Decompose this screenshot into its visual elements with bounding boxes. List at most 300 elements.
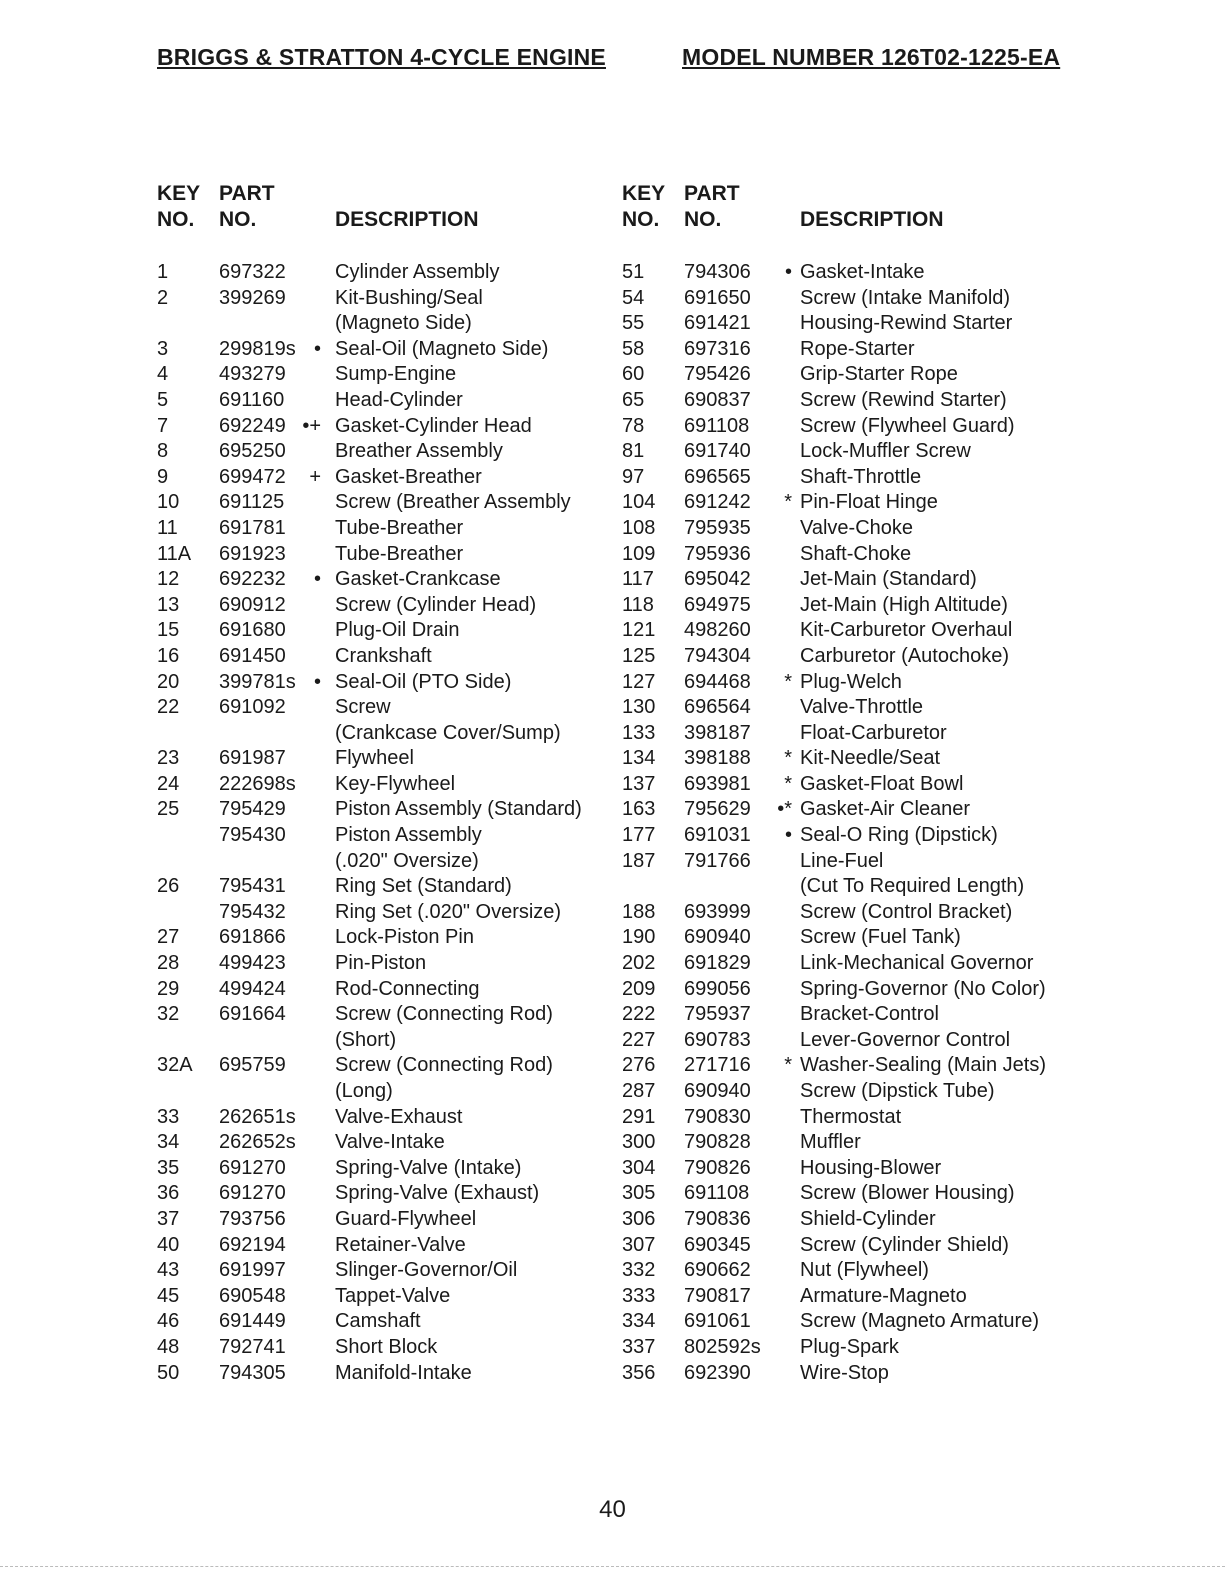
key-number: 20: [157, 670, 180, 693]
part-number: 695250: [219, 440, 286, 463]
part-number: 222698s: [219, 772, 296, 795]
key-number: 287: [622, 1080, 656, 1102]
table-row: [157, 1079, 607, 1105]
table-row: [622, 542, 1062, 568]
part-number: 499424: [219, 977, 286, 1000]
key-number: 356: [622, 1361, 656, 1384]
table-row: [622, 567, 1062, 593]
part-description: (Short): [335, 1028, 397, 1051]
part-description: Housing-Blower: [800, 1156, 942, 1179]
part-description: Wire-Stop: [800, 1361, 889, 1384]
part-description: Retainer-Valve: [335, 1233, 466, 1256]
table-row: [622, 311, 1062, 337]
part-number: 699056: [684, 977, 751, 1000]
table-row: [622, 721, 1062, 747]
key-header-line2: NO.: [157, 208, 195, 231]
table-row: [622, 797, 1062, 823]
footnote-mark: •: [784, 261, 792, 283]
key-number: 306: [622, 1207, 656, 1230]
key-header-line1: KEY: [157, 182, 201, 205]
table-row: [157, 439, 607, 465]
part-number: 790817: [684, 1284, 751, 1307]
part-number: 691092: [219, 696, 286, 719]
key-number: 137: [622, 772, 656, 795]
key-number: 209: [622, 977, 656, 1000]
part-number: 691997: [219, 1259, 286, 1282]
part-number: 690662: [684, 1259, 751, 1282]
part-number: 690940: [684, 926, 751, 949]
part-number: 697316: [684, 337, 751, 360]
part-description: Muffler: [800, 1131, 861, 1154]
part-number: 694975: [684, 593, 751, 616]
part-number: 694468: [684, 670, 751, 693]
key-number: 28: [157, 952, 180, 975]
key-number: 24: [157, 772, 180, 795]
part-number: 795430: [219, 824, 286, 847]
part-description: Line-Fuel: [800, 849, 884, 872]
part-number: 795431: [219, 875, 286, 898]
key-number: 26: [157, 875, 180, 898]
key-number: 9: [157, 465, 169, 488]
footnote-mark: *: [784, 1054, 792, 1077]
key-number: 4: [157, 363, 169, 386]
part-header-line1: PART: [219, 182, 275, 205]
table-row: [157, 1053, 607, 1079]
part-description: Seal-Oil (Magneto Side): [335, 337, 549, 360]
table-row: [157, 1002, 607, 1028]
part-description: Manifold-Intake: [335, 1361, 472, 1384]
table-row: [157, 516, 607, 542]
part-number: 795432: [219, 900, 286, 923]
part-number: 691270: [219, 1156, 286, 1179]
key-number: 43: [157, 1259, 180, 1282]
part-description: Cylinder Assembly: [335, 261, 500, 283]
column-headers-left: [157, 182, 607, 260]
table-row: [622, 388, 1062, 414]
part-description: Guard-Flywheel: [335, 1207, 477, 1230]
part-description: Valve-Exhaust: [335, 1105, 463, 1128]
part-number: 691740: [684, 440, 751, 463]
part-number: 696564: [684, 696, 751, 719]
part-number: 794306: [684, 261, 751, 283]
footnote-mark: •: [784, 824, 792, 847]
table-row: [622, 874, 1062, 900]
key-number: 51: [622, 261, 645, 283]
table-row: [622, 849, 1062, 875]
key-number: 81: [622, 440, 645, 463]
part-description: Sump-Engine: [335, 363, 457, 386]
key-number: 97: [622, 465, 645, 488]
key-number: 1: [157, 261, 169, 283]
part-number: 690783: [684, 1028, 751, 1051]
key-number: 11: [157, 516, 178, 539]
part-description: Plug-Oil Drain: [335, 619, 460, 642]
parts-table-left: [157, 182, 607, 1386]
part-number: 262651s: [219, 1105, 296, 1128]
key-number: 3: [157, 337, 169, 360]
part-description: Screw (Cylinder Head): [335, 593, 537, 616]
part-description: Plug-Spark: [800, 1335, 899, 1358]
key-number: 337: [622, 1335, 656, 1358]
part-description: Gasket-Crankcase: [335, 568, 501, 591]
table-row: [157, 900, 607, 926]
key-number: 305: [622, 1182, 656, 1205]
key-number: 45: [157, 1284, 180, 1307]
key-number: 36: [157, 1182, 180, 1205]
part-number: 692194: [219, 1233, 286, 1256]
page-number: 40: [599, 1496, 626, 1523]
table-row: [622, 746, 1062, 772]
table-row: [157, 1156, 607, 1182]
part-number: 699472: [219, 465, 286, 488]
part-description: Screw (Dipstick Tube): [800, 1080, 995, 1102]
header-model-number: MODEL NUMBER 126T02-1225-EA: [682, 44, 1061, 70]
part-number: 690837: [684, 388, 751, 411]
table-row: [157, 1181, 607, 1207]
table-row: [157, 1233, 607, 1259]
part-description: Bracket-Control: [800, 1003, 939, 1026]
part-description: Shield-Cylinder: [800, 1207, 936, 1230]
table-row: [622, 1105, 1062, 1131]
part-description: Screw (Cylinder Shield): [800, 1233, 1009, 1256]
table-row: [622, 1130, 1062, 1156]
key-number: 222: [622, 1003, 656, 1026]
part-description: Link-Mechanical Governor: [800, 952, 1034, 975]
table-row: [157, 593, 607, 619]
part-description: Tube-Breather: [335, 542, 464, 565]
part-number: 691664: [219, 1003, 286, 1026]
part-description: Gasket-Air Cleaner: [800, 798, 971, 821]
key-number: 25: [157, 798, 180, 821]
key-number: 15: [157, 619, 180, 642]
key-number: 127: [622, 670, 656, 693]
part-number: 691108: [684, 1182, 750, 1205]
table-row: [157, 465, 607, 491]
key-number: 55: [622, 312, 645, 335]
key-number: 304: [622, 1156, 656, 1179]
table-row: [622, 1335, 1062, 1361]
key-number: 7: [157, 414, 169, 437]
key-number: 227: [622, 1028, 656, 1051]
table-row: [622, 1361, 1062, 1387]
footnote-mark: •: [313, 568, 321, 591]
table-row: [622, 260, 1062, 286]
key-number: 12: [157, 568, 180, 591]
key-number: 29: [157, 977, 180, 1000]
key-number: 40: [157, 1233, 180, 1256]
key-number: 307: [622, 1233, 656, 1256]
part-description: Breather Assembly: [335, 440, 503, 463]
part-description: Lock-Piston Pin: [335, 926, 474, 949]
part-description: Spring-Governor (No Color): [800, 977, 1046, 1000]
part-number: 691421: [684, 312, 751, 335]
part-description: Screw (Magneto Armature): [800, 1310, 1039, 1333]
part-description: Seal-O Ring (Dipstick): [800, 824, 998, 847]
key-number: 33: [157, 1105, 180, 1128]
key-number: 54: [622, 286, 645, 309]
key-number: 332: [622, 1259, 656, 1282]
part-description: Gasket-Breather: [335, 465, 482, 488]
part-description: Screw (Control Bracket): [800, 900, 1013, 923]
part-number: 691031: [684, 824, 751, 847]
part-number: 398187: [684, 721, 751, 744]
key-number: 125: [622, 644, 656, 667]
table-row: [157, 1105, 607, 1131]
part-number: 795426: [684, 363, 751, 386]
key-number: 109: [622, 542, 656, 565]
part-header-line2: NO.: [219, 208, 257, 231]
part-number: 691987: [219, 747, 286, 770]
key-number: 23: [157, 747, 180, 770]
footnote-mark: •: [313, 337, 321, 360]
key-number: 32: [157, 1003, 180, 1026]
part-number: 795429: [219, 798, 286, 821]
part-description: Float-Carburetor: [800, 721, 947, 744]
table-row: [622, 414, 1062, 440]
part-number: 697322: [219, 261, 286, 283]
key-number: 300: [622, 1131, 656, 1154]
table-row: [157, 874, 607, 900]
part-number: 693999: [684, 900, 751, 923]
table-row: [157, 644, 607, 670]
part-number: 399781s: [219, 670, 296, 693]
part-number: 802592s: [684, 1335, 761, 1358]
key-number: 134: [622, 747, 656, 770]
part-description: Screw (Connecting Rod): [335, 1054, 553, 1077]
table-row: [622, 772, 1062, 798]
footnote-mark: *: [784, 670, 792, 693]
key-number: 291: [622, 1105, 656, 1128]
part-description: Screw (Connecting Rod): [335, 1003, 553, 1026]
key-number: 276: [622, 1054, 656, 1077]
table-row: [622, 823, 1062, 849]
part-number: 691680: [219, 619, 286, 642]
footnote-mark: *: [784, 491, 792, 514]
table-row: [157, 337, 607, 363]
part-description: Piston Assembly (Standard): [335, 798, 582, 821]
part-number: 793756: [219, 1207, 286, 1230]
part-number: 693981: [684, 772, 751, 795]
key-number: 188: [622, 900, 656, 923]
key-number: 2: [157, 286, 169, 309]
part-number: 399269: [219, 286, 286, 309]
table-row: [157, 1130, 607, 1156]
part-description: Screw (Rewind Starter): [800, 388, 1007, 411]
part-description: (Long): [335, 1080, 393, 1102]
key-number: 65: [622, 388, 645, 411]
key-number: 8: [157, 440, 169, 463]
table-row: [622, 1156, 1062, 1182]
part-description: Screw (Breather Assembly: [335, 491, 571, 514]
table-row: [622, 1079, 1062, 1105]
table-row: [622, 1233, 1062, 1259]
key-number: 118: [622, 593, 654, 616]
table-row: [157, 388, 607, 414]
part-description: Key-Flywheel: [335, 772, 456, 795]
part-description: Spring-Valve (Intake): [335, 1156, 522, 1179]
key-number: 60: [622, 363, 645, 386]
part-description: Valve-Choke: [800, 516, 914, 539]
part-description: (.020" Oversize): [335, 849, 479, 872]
description-header: DESCRIPTION: [800, 208, 944, 231]
table-row: [157, 618, 607, 644]
part-number: 691781: [219, 516, 286, 539]
table-row: [157, 311, 607, 337]
part-description: Screw (Blower Housing): [800, 1182, 1015, 1205]
part-description: Short Block: [335, 1335, 438, 1358]
part-number: 791766: [684, 849, 751, 872]
key-number: 130: [622, 696, 656, 719]
part-number: 690548: [219, 1284, 286, 1307]
part-description: Flywheel: [335, 747, 414, 770]
part-number: 792741: [219, 1335, 286, 1358]
part-description: Shaft-Throttle: [800, 465, 922, 488]
part-number: 691449: [219, 1310, 286, 1333]
part-description: Screw (Fuel Tank): [800, 926, 961, 949]
part-number: 493279: [219, 363, 286, 386]
table-row: [622, 1181, 1062, 1207]
part-description: Jet-Main (Standard): [800, 568, 977, 591]
part-description: Armature-Magneto: [800, 1284, 967, 1307]
part-description: Ring Set (.020" Oversize): [335, 900, 562, 923]
part-description: Carburetor (Autochoke): [800, 644, 1009, 667]
footnote-mark: •+: [302, 414, 321, 437]
part-number: 790836: [684, 1207, 751, 1230]
part-number: 696565: [684, 465, 751, 488]
key-number: 78: [622, 414, 645, 437]
part-description: Screw (Flywheel Guard): [800, 414, 1015, 437]
table-row: [157, 670, 607, 696]
table-row: [157, 721, 607, 747]
table-row: [622, 977, 1062, 1003]
part-description: Pin-Piston: [335, 952, 427, 975]
part-number: 790826: [684, 1156, 751, 1179]
key-number: 13: [157, 593, 180, 616]
table-row: [157, 1258, 607, 1284]
part-description: Piston Assembly: [335, 824, 482, 847]
part-number: 692249: [219, 414, 286, 437]
part-number: 691061: [684, 1310, 751, 1333]
table-row: [622, 286, 1062, 312]
key-number: 121: [622, 619, 656, 642]
part-number: 795935: [684, 516, 751, 539]
part-number: 795629: [684, 798, 751, 821]
key-number: 46: [157, 1310, 180, 1333]
part-description: Lock-Muffler Screw: [800, 440, 971, 463]
table-row: [622, 516, 1062, 542]
footnote-mark: *: [784, 772, 792, 795]
footnote-mark: •*: [777, 798, 792, 821]
table-row: [157, 1335, 607, 1361]
part-description: (Cut To Required Length): [800, 875, 1025, 898]
key-number: 163: [622, 798, 656, 821]
table-row: [157, 849, 607, 875]
description-header: DESCRIPTION: [335, 208, 479, 231]
part-description: (Magneto Side): [335, 312, 472, 335]
table-row: [157, 772, 607, 798]
part-description: Washer-Sealing (Main Jets): [800, 1054, 1047, 1077]
part-number: 271716: [684, 1054, 751, 1077]
part-description: Pin-Float Hinge: [800, 491, 938, 514]
key-number: 5: [157, 388, 169, 411]
part-number: 691242: [684, 491, 751, 514]
part-number: 795937: [684, 1003, 751, 1026]
table-row: [157, 362, 607, 388]
table-row: [157, 1361, 607, 1387]
table-row: [622, 490, 1062, 516]
table-row: [157, 797, 607, 823]
key-header-line2: NO.: [622, 208, 660, 231]
part-number: 790828: [684, 1131, 751, 1154]
part-description: Head-Cylinder: [335, 388, 463, 411]
part-description: Spring-Valve (Exhaust): [335, 1182, 540, 1205]
part-number: 691650: [684, 286, 751, 309]
key-number: 177: [622, 824, 656, 847]
part-description: Housing-Rewind Starter: [800, 312, 1013, 335]
key-number: 133: [622, 721, 656, 744]
table-row: [622, 362, 1062, 388]
key-number: 16: [157, 644, 180, 667]
part-description: Jet-Main (High Altitude): [800, 593, 1008, 616]
key-header-line1: KEY: [622, 182, 666, 205]
part-description: Crankshaft: [335, 644, 432, 667]
table-row: [157, 260, 607, 286]
part-number: 691270: [219, 1182, 286, 1205]
table-row: [622, 593, 1062, 619]
table-row: [622, 1053, 1062, 1079]
key-number: 37: [157, 1207, 180, 1230]
part-number: 695042: [684, 568, 751, 591]
table-row: [157, 977, 607, 1003]
part-number: 398188: [684, 747, 751, 770]
rows-right: [622, 260, 1062, 1386]
table-row: [157, 542, 607, 568]
parts-table-right: [622, 182, 1062, 1386]
key-number: 10: [157, 491, 180, 514]
part-number: 690345: [684, 1233, 751, 1256]
part-description: Valve-Intake: [335, 1131, 445, 1154]
key-number: 27: [157, 926, 180, 949]
part-description: Gasket-Float Bowl: [800, 772, 964, 795]
part-description: Kit-Carburetor Overhaul: [800, 619, 1013, 642]
table-row: [622, 951, 1062, 977]
table-row: [157, 746, 607, 772]
part-description: Kit-Needle/Seat: [800, 747, 941, 770]
table-row: [622, 670, 1062, 696]
part-description: Screw (Intake Manifold): [800, 286, 1011, 309]
part-description: Ring Set (Standard): [335, 875, 512, 898]
part-description: Valve-Throttle: [800, 696, 924, 719]
part-number: 691923: [219, 542, 286, 565]
table-row: [157, 951, 607, 977]
part-description: Gasket-Cylinder Head: [335, 414, 532, 437]
table-row: [157, 1028, 607, 1054]
part-number: 691108: [684, 414, 750, 437]
table-row: [622, 644, 1062, 670]
key-number: 333: [622, 1284, 656, 1307]
table-row: [157, 695, 607, 721]
part-description: Rod-Connecting: [335, 977, 480, 1000]
header-engine-title: BRIGGS & STRATTON 4-CYCLE ENGINE: [157, 44, 606, 70]
table-row: [157, 414, 607, 440]
part-description: Thermostat: [800, 1105, 902, 1128]
bottom-divider: [0, 1566, 1225, 1567]
footnote-mark: •: [313, 670, 321, 693]
part-number: 262652s: [219, 1131, 296, 1154]
column-headers-right: [622, 182, 1062, 260]
key-number: 202: [622, 952, 656, 975]
key-number: 104: [622, 491, 656, 514]
